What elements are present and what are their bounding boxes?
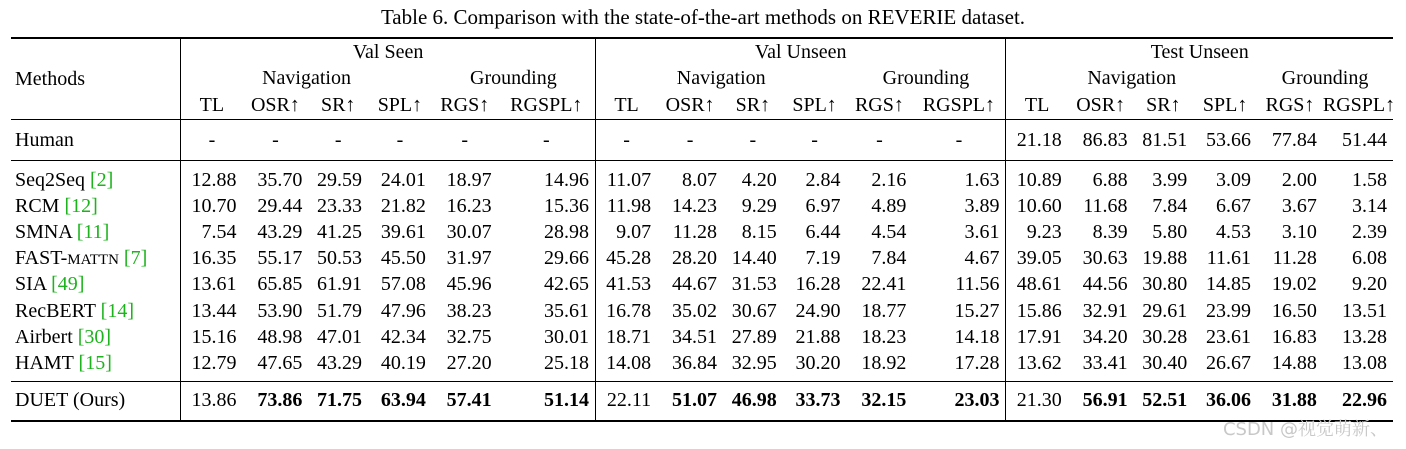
column-header: TL [1006,91,1068,120]
table-cell: 3.61 [964,220,1000,243]
table-cell: 14.08 [595,350,657,381]
table-cell: 56.91 [1082,389,1128,411]
table-cell: 28.20 [672,247,718,270]
table-cell: 11.68 [1083,194,1128,217]
table-cell: 12.79 [181,350,243,381]
grounding-header-vs: Grounding [470,66,557,89]
table-cell: 14.88 [1271,351,1317,374]
nav-header-vu: Navigation [595,65,846,91]
citation-link[interactable]: [15] [78,351,112,374]
citation-link[interactable]: [14] [100,299,134,322]
table-cell: - [334,128,342,151]
table-cell: 14.18 [954,325,1000,348]
table-cell: - [876,128,883,151]
nav-header-vs: Navigation [181,65,432,91]
table-cell: 8.39 [1092,220,1128,243]
table-cell: 13.61 [181,272,243,298]
table-cell: 5.80 [1152,220,1188,243]
table-cell: 3.89 [964,194,1000,217]
table-cell: 33.41 [1082,351,1128,374]
column-header: RGS↑ [854,93,904,116]
table-cell: 47.96 [380,299,426,322]
table-cell: 53.66 [1206,128,1252,151]
method-label: FAST- [15,247,68,270]
table-cell: 24.90 [795,299,841,322]
table-cell: - [686,128,694,151]
table-cell: 41.25 [317,220,363,243]
table-cell: 44.56 [1082,273,1128,296]
table-cell: 40.19 [380,351,426,374]
method-label: SIA [15,273,52,296]
table-cell: 42.65 [543,273,589,296]
table-cell: 35.02 [672,299,718,322]
table-cell: 8.07 [682,168,718,191]
table-cell: 17.91 [1006,324,1068,350]
method-name [11,219,181,245]
method-name [11,350,181,381]
table-cell: 77.84 [1271,128,1317,151]
column-header: OSR↑ [665,93,715,116]
table-cell: 9.23 [1006,219,1068,245]
method-label: RecBERT [15,299,101,322]
table-cell: 86.83 [1082,128,1128,151]
table-cell: 13.62 [1006,350,1068,381]
table-cell: 25.18 [543,351,589,374]
table-cell: 29.44 [257,194,303,217]
table-cell: 18.71 [595,324,657,350]
table-row [11,219,1393,245]
column-header: SR↑ [320,93,356,116]
table-cell: 3.67 [1281,194,1317,217]
table-cell: 36.84 [672,351,718,374]
table-row [11,120,1393,161]
table-cell: 51.44 [1342,128,1387,151]
table-cell: - [396,128,404,151]
table-row [11,193,1393,219]
watermark: CSDN @视觉萌新、 [1222,419,1388,440]
group-test-unseen: Test Unseen [1006,38,1393,65]
table-cell: - [749,128,757,151]
table-cell: 4.20 [741,168,777,191]
table-cell: 16.50 [1271,299,1317,322]
table-cell: 3.10 [1281,220,1317,243]
table-cell: 23.99 [1206,299,1252,322]
method-label: SMNA [15,220,77,243]
table-cell: 9.20 [1352,273,1387,296]
table-cell: 10.60 [1006,193,1068,219]
citation-link[interactable]: [2] [90,168,114,191]
table-cell: 11.28 [1272,247,1317,270]
table-cell: 15.36 [543,194,589,217]
table-cell: 21.82 [380,194,426,217]
table-cell: 14.96 [543,168,589,191]
column-header: TL [181,91,243,120]
table-cell: 44.67 [672,273,718,296]
table-cell: 11.07 [595,161,657,194]
table-cell: 4.54 [871,220,907,243]
table-cell: 16.78 [595,298,657,324]
nav-header-tu: Navigation [1006,65,1257,91]
table-cell: 30.28 [1142,325,1188,348]
method-name [11,324,181,350]
table-cell: 51.14 [543,389,589,411]
table-cell: 6.44 [805,220,841,243]
table-cell: 45.50 [380,247,426,270]
table-cell: 18.77 [861,299,907,322]
table-cell: 1.63 [964,168,1000,191]
table-cell: 24.01 [380,168,426,191]
column-header: SPL↑ [377,93,423,116]
method-name: Human [15,128,74,151]
table-cell: 19.88 [1142,247,1188,270]
table-cell: 57.41 [446,389,492,411]
column-header: OSR↑ [1076,93,1126,116]
table-row [11,246,1393,272]
table-cell: 61.91 [317,273,363,296]
table-cell: 4.67 [964,247,1000,270]
column-header: SPL↑ [1202,93,1248,116]
table-cell: 4.53 [1216,220,1252,243]
column-header: OSR↑ [250,93,300,116]
table-cell: 42.34 [380,325,426,348]
table-cell: 7.84 [1152,194,1188,217]
table-cell: - [461,128,469,151]
table-cell: 47.65 [257,351,303,374]
table-cell: 23.33 [317,194,363,217]
table-cell: 7.84 [871,247,907,270]
table-cell: 9.29 [741,194,777,217]
table-cell: 3.99 [1152,168,1188,191]
table-cell: 32.95 [731,351,777,374]
table-cell: 21.18 [1006,120,1068,161]
method-label: RCM [15,194,65,217]
table-cell: 55.17 [257,247,303,270]
table-cell: 30.20 [795,351,841,374]
table-cell: 31.97 [446,247,492,270]
table-cell: 29.66 [543,247,589,270]
citation-link[interactable]: [7] [123,247,148,270]
table-cell: 34.51 [672,325,718,348]
table-cell: 30.01 [543,325,589,348]
table-cell: 2.84 [805,168,841,191]
table-cell: 65.85 [257,273,303,296]
table-cell: 14.85 [1206,273,1252,296]
table-cell: 13.44 [181,298,243,324]
methods-header: Methods [15,67,85,90]
table-cell: 4.89 [871,194,907,217]
table-cell: 30.67 [731,299,777,322]
table-cell: 1.58 [1352,168,1387,191]
table-cell: 19.02 [1271,273,1317,296]
table-cell: 48.98 [257,325,303,348]
table-cell: 15.16 [181,324,243,350]
table-row [11,298,1393,324]
table-cell: 32.75 [446,325,492,348]
table-cell: 29.61 [1142,299,1188,322]
table-caption: Table 6. Comparison with the state-of-the-art methods on REVERIE dataset. [380,5,1026,29]
table-cell: 15.86 [1006,298,1068,324]
table-cell: 71.75 [317,389,363,411]
table-cell: 43.29 [317,351,363,374]
table-cell: 39.05 [1006,246,1068,272]
table-row [11,350,1393,381]
column-header: SR↑ [1146,93,1181,116]
table-cell: 21.88 [795,325,841,348]
column-header: RGS↑ [1265,93,1315,116]
group-val-unseen: Val Unseen [595,38,1006,65]
table-cell: 16.28 [795,273,841,296]
table-cell: 52.51 [1142,389,1188,411]
method-label-smallcaps: MATTN [67,252,119,269]
table-row [11,272,1393,298]
table-cell: 12.88 [181,161,243,194]
table-cell: 46.98 [731,389,777,411]
table-cell: 3.14 [1352,194,1387,217]
table-cell: 9.07 [595,219,657,245]
table-cell: 2.16 [871,168,907,191]
table-cell: 16.35 [181,246,243,272]
table-cell: 47.01 [317,325,363,348]
column-header: RGS↑ [440,93,490,116]
table-cell: 30.63 [1082,247,1128,270]
table-cell: 6.97 [805,194,841,217]
column-header: RGSPL↑ [1322,93,1396,116]
table-cell: 23.61 [1206,325,1252,348]
method-label: HAMT [15,351,79,374]
table-cell: 11.28 [672,220,718,243]
table-cell: 13.86 [181,381,243,421]
method-label: Seq2Seq [15,168,90,191]
table-cell: 81.51 [1142,128,1188,151]
table-cell: 31.53 [731,273,777,296]
table-cell: - [811,128,818,151]
method-name [11,298,181,324]
table-cell: 6.88 [1092,168,1128,191]
table-cell: 22.96 [1342,389,1387,411]
table-cell: 2.00 [1281,168,1317,191]
table-cell: 2.39 [1352,220,1387,243]
table-cell: 21.30 [1006,381,1068,421]
column-header: SPL↑ [792,93,837,116]
table-cell: 10.89 [1006,161,1068,194]
table-cell: 16.83 [1271,325,1317,348]
table-cell: 23.03 [954,389,1000,411]
table-cell: 13.28 [1342,325,1387,348]
method-name [11,193,181,219]
table-cell: 28.98 [543,220,589,243]
table-cell: 32.15 [861,389,907,411]
table-cell: 30.80 [1142,273,1188,296]
table-cell: 51.07 [672,389,718,411]
table-cell: 6.67 [1216,194,1252,217]
table-cell: 51.79 [317,299,363,322]
table-cell: 57.08 [380,273,426,296]
table-cell: 63.94 [380,389,426,411]
table-cell: 33.73 [795,389,841,411]
table-cell: 32.91 [1082,299,1128,322]
table-cell: 15.27 [954,299,1000,322]
table-cell: 35.70 [257,168,303,191]
method-label: Airbert [15,325,78,348]
comparison-table [11,37,1396,422]
table-cell: 8.15 [741,220,777,243]
table-cell: 34.20 [1082,325,1128,348]
column-header: SR↑ [735,93,771,116]
method-name [11,161,181,194]
table-cell: 45.96 [446,273,492,296]
table-cell: 50.53 [317,247,363,270]
table-cell: 29.59 [317,168,363,191]
citation-link[interactable]: [30] [77,325,112,348]
table-cell: 38.23 [446,299,492,322]
table-cell: - [955,128,963,151]
group-val-seen: Val Seen [181,38,596,65]
table-cell: 6.08 [1352,247,1387,270]
table-cell: 13.08 [1342,351,1387,374]
citation-link[interactable]: [11] [76,220,110,243]
column-header: RGSPL↑ [510,93,583,116]
table-cell: 26.67 [1206,351,1252,374]
grounding-header-vu: Grounding [882,66,970,89]
table-cell: 18.97 [446,168,492,191]
table-cell: 11.61 [1206,247,1252,270]
method-name: DUET (Ours) [15,389,126,411]
table-cell: 43.29 [257,220,303,243]
grounding-header-tu: Grounding [1281,66,1369,89]
column-header: RGSPL↑ [922,93,996,116]
table-cell: 27.20 [446,351,492,374]
table-cell: 41.53 [595,272,657,298]
column-header: TL [595,91,657,120]
table-cell: 16.23 [446,194,492,217]
table-cell: 11.98 [595,193,657,219]
table-cell: 13.51 [1342,299,1387,322]
table-cell: 18.92 [861,351,907,374]
table-cell: 7.19 [805,247,841,270]
table-cell: 53.90 [257,299,303,322]
table-cell: 30.07 [446,220,492,243]
table-cell: 36.06 [1206,389,1252,411]
table-cell: 11.56 [955,273,1000,296]
method-name [11,246,181,272]
table-cell: 3.09 [1216,168,1252,191]
table-cell: 18.23 [861,325,907,348]
citation-link[interactable]: [49] [51,273,85,296]
table-cell: - [595,120,657,161]
table-cell: 31.88 [1271,389,1317,411]
table-cell: 22.11 [595,381,657,421]
table-cell: 17.28 [954,351,1000,374]
table-cell: 27.89 [731,325,777,348]
table-row-ours [11,381,1393,421]
table-cell: - [181,120,243,161]
table-row [11,161,1393,194]
table-cell: 10.70 [181,193,243,219]
table-cell: 14.40 [731,247,777,270]
table-cell: 30.40 [1142,351,1188,374]
table-row [11,324,1393,350]
table-cell: 39.61 [380,220,426,243]
table-cell: 22.41 [861,273,907,296]
table-cell: 45.28 [595,246,657,272]
table-cell: - [272,128,279,151]
table-cell: 48.61 [1006,272,1068,298]
table-cell: 14.23 [672,194,718,217]
table-cell: 35.61 [543,299,589,322]
method-name [11,272,181,298]
citation-link[interactable]: [12] [64,194,98,217]
table-cell: 7.54 [181,219,243,245]
table-cell: 73.86 [257,389,303,411]
table-cell: - [542,128,550,151]
